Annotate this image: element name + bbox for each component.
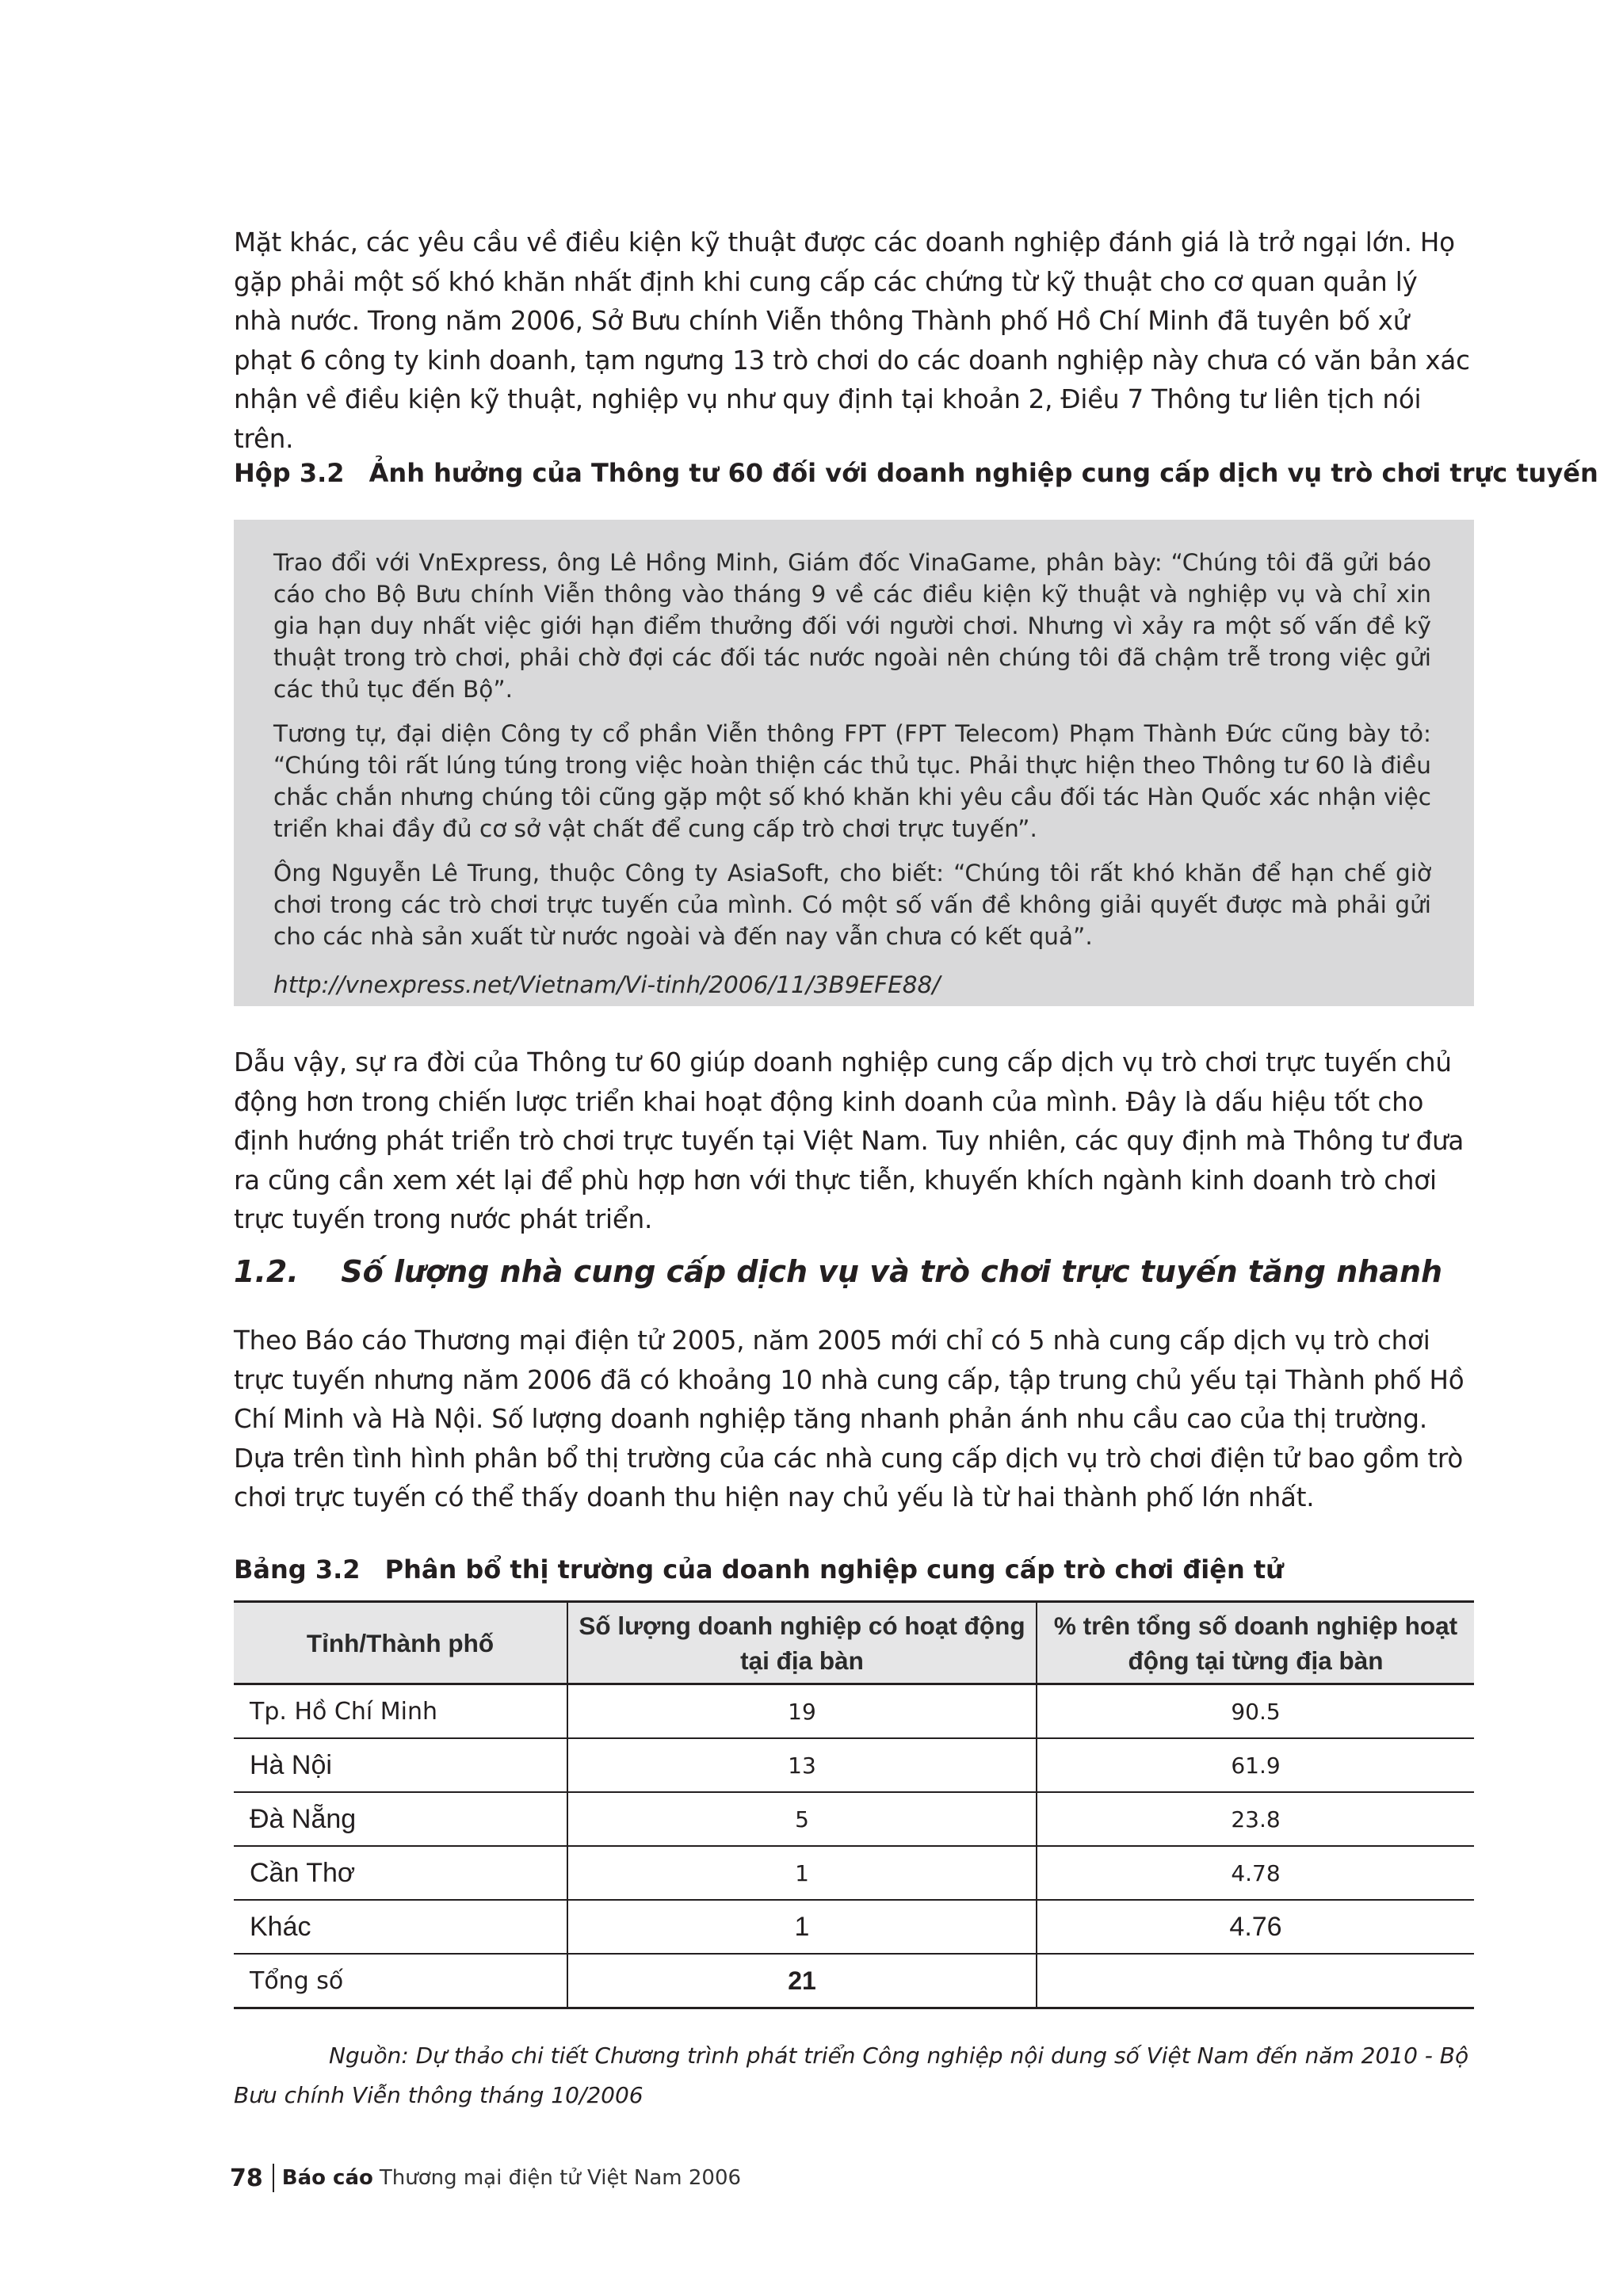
cell-count: 5 (567, 1792, 1037, 1846)
cell-percent: 4.78 (1037, 1846, 1474, 1900)
table-row (234, 1684, 1474, 1739)
quote-paragraph: Ông Nguyễn Lê Trung, thuộc Công ty AsiaSoft, cho biết: “Chúng tôi rất khó khăn để hạn chế giờ chơi trong các trò chơi trực tuyến của mình. Có một số vấn đề không giải quyết được mà phải gửi cho các nhà sản xuất từ nước ngoài và đến nay vẫn chưa có kết quả”. (273, 860, 1431, 950)
table-number: Bảng 3.2 (234, 1554, 361, 1585)
section-heading (234, 1254, 1442, 1289)
quote-box (234, 520, 1474, 1006)
cell-city: Hà Nội (234, 1738, 567, 1792)
table-title: Phân bổ thị trường của doanh nghiệp cung cấp trò chơi điện tử (384, 1554, 1284, 1585)
cell-percent: 4.76 (1037, 1900, 1474, 1954)
table-row (234, 1738, 1474, 1792)
cell-count: 21 (567, 1954, 1037, 2008)
cell-city: Khác (234, 1900, 567, 1954)
table-row (234, 1792, 1474, 1846)
market-share-table (234, 1600, 1474, 2009)
page-number: 78 (230, 2164, 263, 2192)
section-number: 1.2. (234, 1254, 299, 1289)
table-caption (234, 1554, 1284, 1585)
source-url: http://vnexpress.net/Vietnam/Vi-tinh/2006/11/3B9EFE88/ (273, 971, 941, 998)
body-paragraph: Mặt khác, các yêu cầu về điều kiện kỹ thuật được các doanh nghiệp đánh giá là trở ngại lớn. Họ gặp phải một số khó khăn nhất định khi cung cấp các chứng từ kỹ thuật cho cơ quan quản lý nhà nước. Trong năm 2006, Sở Bưu chính Viễn thông Thành phố Hồ Chí Minh đã tuyên bố xử phạt 6 công ty kinh doanh, tạm ngưng 13 trò chơi do các doanh nghiệp này chưa có văn bản xác nhận về điều kiện kỹ thuật, nghiệp vụ như quy định tại khoản 2, Điều 7 Thông tư liên tịch nói trên. (234, 227, 1470, 454)
cell-percent: 90.5 (1037, 1684, 1474, 1739)
footer-divider (273, 2164, 274, 2192)
cell-city: Tổng số (234, 1954, 567, 2008)
page-footer (230, 2161, 741, 2195)
box-caption (234, 458, 1598, 488)
header-percent: % trên tổng số doanh nghiệp hoạt động tại từng địa bàn (1037, 1602, 1474, 1684)
footer-report-label: Báo cáo (281, 2166, 373, 2190)
cell-count: 1 (567, 1846, 1037, 1900)
table-total-row (234, 1954, 1474, 2008)
body-paragraph: Dẫu vậy, sự ra đời của Thông tư 60 giúp doanh nghiệp cung cấp dịch vụ trò chơi trực tuyến chủ động hơn trong chiến lược triển khai hoạt động kinh doanh của mình. Đây là dấu hiệu tốt cho định hướng phát triển trò chơi trực tuyến tại Việt Nam. Tuy nhiên, các quy định mà Thông tư đưa ra cũng cần xem xét lại để phù hợp hơn với thực tiễn, khuyến khích ngành kinh doanh trò chơi trực tuyến trong nước phát triển. (234, 1047, 1465, 1234)
cell-count: 1 (567, 1900, 1037, 1954)
quote-paragraph: Tương tự, đại diện Công ty cổ phần Viễn thông FPT (FPT Telecom) Phạm Thành Đức cũng bày tỏ: “Chúng tôi rất lúng túng trong việc hoàn thiện các thủ tục. Phải thực hiện theo Thông tư 60 là điều chắc chắn nhưng chúng tôi cũng gặp một số khó khăn khi yêu cầu đối tác Hàn Quốc xác nhận việc triển khai đầy đủ cơ sở vật chất để cung cấp trò chơi trực tuyến”. (273, 720, 1431, 842)
table-header-row (234, 1602, 1474, 1684)
header-count: Số lượng doanh nghiệp có hoạt động tại địa bàn (567, 1602, 1037, 1684)
cell-percent (1037, 1954, 1474, 2008)
header-city: Tỉnh/Thành phố (234, 1602, 567, 1684)
box-title: Ảnh hưởng của Thông tư 60 đối với doanh nghiệp cung cấp dịch vụ trò chơi trực tuyến (369, 458, 1598, 488)
source-note: Nguồn: Dự thảo chi tiết Chương trình phát triển Công nghiệp nội dung số Việt Nam đến năm 2010 - Bộ Bưu chính Viễn thông tháng 10/2006 (234, 2042, 1469, 2108)
box-number: Hộp 3.2 (234, 458, 345, 488)
cell-city: Tp. Hồ Chí Minh (234, 1684, 567, 1739)
cell-percent: 23.8 (1037, 1792, 1474, 1846)
quote-paragraph: Trao đổi với VnExpress, ông Lê Hồng Minh, Giám đốc VinaGame, phân bày: “Chúng tôi đã gửi báo cáo cho Bộ Bưu chính Viễn thông vào tháng 9 về các điều kiện kỹ thuật và nghiệp vụ và chỉ xin gia hạn duy nhất việc giới hạn điểm thưởng đối với người chơi. Nhưng vì xảy ra một số vấn đề kỹ thuật trong trò chơi, phải chờ đợi các đối tác nước ngoài nên chúng tôi đã chậm trễ trong việc gửi các thủ tục đến Bộ”. (273, 549, 1431, 703)
body-paragraph: Theo Báo cáo Thương mại điện tử 2005, năm 2005 mới chỉ có 5 nhà cung cấp dịch vụ trò chơi trực tuyến nhưng năm 2006 đã có khoảng 10 nhà cung cấp, tập trung chủ yếu tại Thành phố Hồ Chí Minh và Hà Nội. Số lượng doanh nghiệp tăng nhanh phản ánh nhu cầu cao của thị trường. Dựa trên tình hình phân bổ thị trường của các nhà cung cấp dịch vụ trò chơi điện tử bao gồm trò chơi trực tuyến có thể thấy doanh thu hiện nay chủ yếu là từ hai thành phố lớn nhất. (234, 1325, 1465, 1512)
cell-percent: 61.9 (1037, 1738, 1474, 1792)
cell-count: 13 (567, 1738, 1037, 1792)
cell-city: Đà Nẵng (234, 1792, 567, 1846)
footer-report-title: Thương mại điện tử Việt Nam 2006 (379, 2166, 742, 2190)
table-row (234, 1900, 1474, 1954)
cell-count: 19 (567, 1684, 1037, 1739)
section-title: Số lượng nhà cung cấp dịch vụ và trò chơi trực tuyến tăng nhanh (341, 1254, 1443, 1289)
table-row (234, 1846, 1474, 1900)
cell-city: Cần Thơ (234, 1846, 567, 1900)
